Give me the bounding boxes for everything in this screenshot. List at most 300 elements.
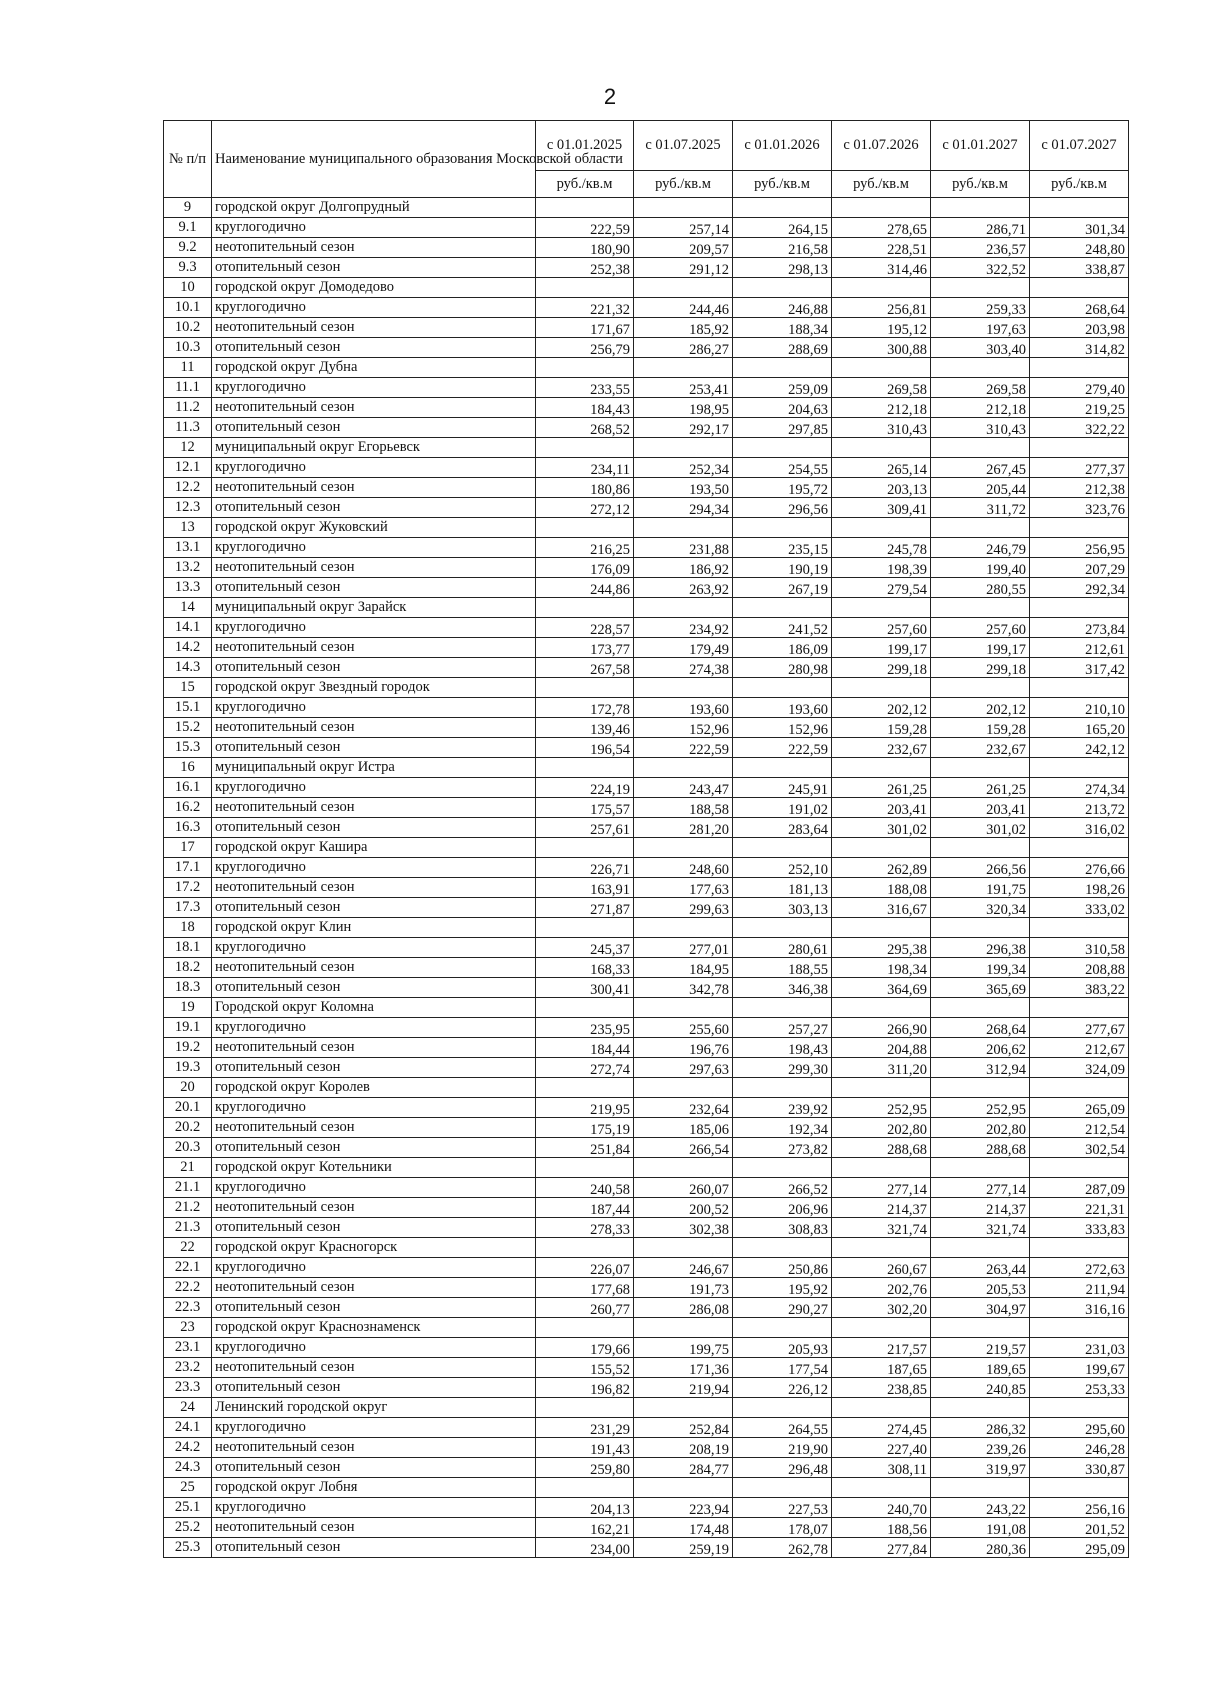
tariff-value: 248,80 xyxy=(1030,238,1129,258)
tariff-value xyxy=(832,918,931,938)
tariff-value: 253,41 xyxy=(634,378,733,398)
tariff-value: 252,84 xyxy=(634,1418,733,1438)
row-number: 16.1 xyxy=(164,778,212,798)
row-season: отопительный сезон xyxy=(212,1138,536,1158)
tariff-value: 241,52 xyxy=(733,618,832,638)
tariff-value: 277,14 xyxy=(832,1178,931,1198)
row-number: 11.1 xyxy=(164,378,212,398)
tariff-value: 219,25 xyxy=(1030,398,1129,418)
table-row xyxy=(164,358,1129,378)
tariff-value: 268,64 xyxy=(931,1018,1030,1038)
table-row xyxy=(164,1498,1129,1518)
tariff-value xyxy=(1030,998,1129,1018)
tariff-value: 259,33 xyxy=(931,298,1030,318)
tariff-value: 259,80 xyxy=(536,1458,634,1478)
table-row xyxy=(164,1358,1129,1378)
tariff-value: 283,64 xyxy=(733,818,832,838)
row-number: 11.2 xyxy=(164,398,212,418)
row-municipality: городской округ Котельники xyxy=(212,1158,536,1178)
row-number: 20.3 xyxy=(164,1138,212,1158)
tariff-value: 200,52 xyxy=(634,1198,733,1218)
row-number: 21 xyxy=(164,1158,212,1178)
tariff-value xyxy=(931,998,1030,1018)
tariff-value: 202,80 xyxy=(931,1118,1030,1138)
tariff-value: 274,45 xyxy=(832,1418,931,1438)
header-date: с 01.01.2025 xyxy=(536,121,634,171)
table-row xyxy=(164,1418,1129,1438)
table-row xyxy=(164,1158,1129,1178)
table-row xyxy=(164,1478,1129,1498)
table-row xyxy=(164,518,1129,538)
tariff-value: 310,58 xyxy=(1030,938,1129,958)
tariff-value: 188,55 xyxy=(733,958,832,978)
tariff-value xyxy=(733,278,832,298)
tariff-value: 198,39 xyxy=(832,558,931,578)
row-municipality: городской округ Краснознаменск xyxy=(212,1318,536,1338)
row-number: 13.3 xyxy=(164,578,212,598)
tariff-value xyxy=(832,1078,931,1098)
tariff-value: 316,67 xyxy=(832,898,931,918)
table-row xyxy=(164,738,1129,758)
row-season: отопительный сезон xyxy=(212,818,536,838)
tariff-value xyxy=(832,278,931,298)
tariff-value: 212,67 xyxy=(1030,1038,1129,1058)
row-municipality: городской округ Жуковский xyxy=(212,518,536,538)
tariff-value: 203,41 xyxy=(931,798,1030,818)
tariff-value: 235,15 xyxy=(733,538,832,558)
table-row xyxy=(164,1118,1129,1138)
tariff-value xyxy=(1030,678,1129,698)
row-number: 17 xyxy=(164,838,212,858)
tariff-value xyxy=(634,1318,733,1338)
tariff-value: 204,13 xyxy=(536,1498,634,1518)
table-row xyxy=(164,298,1129,318)
tariff-value: 265,09 xyxy=(1030,1098,1129,1118)
table-row xyxy=(164,1438,1129,1458)
tariff-value xyxy=(931,838,1030,858)
row-municipality: муниципальный округ Зарайск xyxy=(212,598,536,618)
row-municipality: муниципальный округ Истра xyxy=(212,758,536,778)
tariff-value xyxy=(536,678,634,698)
table-row xyxy=(164,258,1129,278)
tariff-value xyxy=(733,438,832,458)
tariff-value: 178,07 xyxy=(733,1518,832,1538)
table-row xyxy=(164,278,1129,298)
tariff-value: 260,07 xyxy=(634,1178,733,1198)
table-row xyxy=(164,1218,1129,1238)
tariff-value: 257,60 xyxy=(931,618,1030,638)
tariff-value: 234,92 xyxy=(634,618,733,638)
table-row xyxy=(164,758,1129,778)
row-number: 23.1 xyxy=(164,1338,212,1358)
tariff-value xyxy=(536,1478,634,1498)
tariff-value: 286,32 xyxy=(931,1418,1030,1438)
tariff-value: 316,02 xyxy=(1030,818,1129,838)
header-date: с 01.07.2025 xyxy=(634,121,733,171)
tariff-value: 246,28 xyxy=(1030,1438,1129,1458)
tariff-value xyxy=(1030,358,1129,378)
table-row xyxy=(164,658,1129,678)
header-date: с 01.01.2026 xyxy=(733,121,832,171)
row-number: 9 xyxy=(164,198,212,218)
tariff-value: 196,54 xyxy=(536,738,634,758)
tariff-value: 294,34 xyxy=(634,498,733,518)
page-number: 2 xyxy=(603,84,617,109)
tariff-value xyxy=(733,838,832,858)
tariff-value: 205,93 xyxy=(733,1338,832,1358)
tariff-value: 173,77 xyxy=(536,638,634,658)
tariff-value: 302,38 xyxy=(634,1218,733,1238)
tariff-value xyxy=(634,1078,733,1098)
tariff-value xyxy=(536,918,634,938)
tariff-value: 262,78 xyxy=(733,1538,832,1558)
row-number: 25.1 xyxy=(164,1498,212,1518)
row-number: 22.2 xyxy=(164,1278,212,1298)
row-number: 19 xyxy=(164,998,212,1018)
tariff-value: 232,64 xyxy=(634,1098,733,1118)
row-municipality: городской округ Звездный городок xyxy=(212,678,536,698)
tariff-value: 330,87 xyxy=(1030,1458,1129,1478)
tariff-value: 310,43 xyxy=(832,418,931,438)
tariff-value xyxy=(1030,198,1129,218)
row-season: круглогодично xyxy=(212,778,536,798)
row-season: отопительный сезон xyxy=(212,498,536,518)
row-number: 13 xyxy=(164,518,212,538)
row-season: неотопительный сезон xyxy=(212,1358,536,1378)
row-season: неотопительный сезон xyxy=(212,318,536,338)
tariff-value: 288,68 xyxy=(931,1138,1030,1158)
tariff-value: 316,16 xyxy=(1030,1298,1129,1318)
tariff-value: 202,80 xyxy=(832,1118,931,1138)
tariff-value: 272,12 xyxy=(536,498,634,518)
tariff-value: 303,13 xyxy=(733,898,832,918)
tariff-value: 186,92 xyxy=(634,558,733,578)
table-body xyxy=(164,198,1129,1558)
row-number: 19.2 xyxy=(164,1038,212,1058)
tariff-value xyxy=(1030,1238,1129,1258)
tariff-value: 277,67 xyxy=(1030,1018,1129,1038)
tariff-value xyxy=(536,598,634,618)
table-row xyxy=(164,1378,1129,1398)
tariff-value xyxy=(536,1398,634,1418)
tariff-value: 226,71 xyxy=(536,858,634,878)
tariff-value xyxy=(536,438,634,458)
tariff-value: 295,38 xyxy=(832,938,931,958)
tariff-value: 308,83 xyxy=(733,1218,832,1238)
tariff-value xyxy=(634,518,733,538)
tariff-value xyxy=(536,1318,634,1338)
tariff-value: 198,34 xyxy=(832,958,931,978)
tariff-value xyxy=(931,438,1030,458)
tariff-value: 196,76 xyxy=(634,1038,733,1058)
row-number: 18.1 xyxy=(164,938,212,958)
row-number: 19.1 xyxy=(164,1018,212,1038)
table-row xyxy=(164,698,1129,718)
tariff-value: 279,40 xyxy=(1030,378,1129,398)
table-row xyxy=(164,678,1129,698)
row-municipality: городской округ Домодедово xyxy=(212,278,536,298)
tariff-value xyxy=(931,1318,1030,1338)
table-row xyxy=(164,1258,1129,1278)
table-row xyxy=(164,778,1129,798)
table-row xyxy=(164,1298,1129,1318)
tariff-value xyxy=(733,1238,832,1258)
tariff-value: 364,69 xyxy=(832,978,931,998)
tariff-value: 322,52 xyxy=(931,258,1030,278)
tariff-value: 212,54 xyxy=(1030,1118,1129,1138)
tariff-value: 234,00 xyxy=(536,1538,634,1558)
tariff-value: 301,02 xyxy=(931,818,1030,838)
table-row xyxy=(164,858,1129,878)
tariff-value: 302,20 xyxy=(832,1298,931,1318)
tariff-value: 233,55 xyxy=(536,378,634,398)
row-season: неотопительный сезон xyxy=(212,1278,536,1298)
row-season: неотопительный сезон xyxy=(212,798,536,818)
table-row xyxy=(164,1058,1129,1078)
table-row xyxy=(164,818,1129,838)
table-row xyxy=(164,1078,1129,1098)
tariff-value: 197,63 xyxy=(931,318,1030,338)
tariff-value: 317,42 xyxy=(1030,658,1129,678)
row-season: круглогодично xyxy=(212,538,536,558)
row-number: 25.2 xyxy=(164,1518,212,1538)
tariff-value: 188,56 xyxy=(832,1518,931,1538)
tariff-value: 310,43 xyxy=(931,418,1030,438)
tariff-value: 139,46 xyxy=(536,718,634,738)
table-row xyxy=(164,1198,1129,1218)
tariff-value: 254,55 xyxy=(733,458,832,478)
row-season: неотопительный сезон xyxy=(212,1518,536,1538)
header-date: с 01.07.2026 xyxy=(832,121,931,171)
tariff-value: 208,88 xyxy=(1030,958,1129,978)
row-season: круглогодично xyxy=(212,458,536,478)
tariff-value: 199,17 xyxy=(832,638,931,658)
tariff-value: 311,72 xyxy=(931,498,1030,518)
header-date: с 01.07.2027 xyxy=(1030,121,1129,171)
row-season: круглогодично xyxy=(212,1338,536,1358)
tariff-value: 300,41 xyxy=(536,978,634,998)
row-number: 24 xyxy=(164,1398,212,1418)
row-number: 10.1 xyxy=(164,298,212,318)
row-season: неотопительный сезон xyxy=(212,1118,536,1138)
tariff-value: 269,58 xyxy=(832,378,931,398)
tariff-value: 203,41 xyxy=(832,798,931,818)
tariff-value: 163,91 xyxy=(536,878,634,898)
tariff-value: 177,68 xyxy=(536,1278,634,1298)
tariff-value: 152,96 xyxy=(634,718,733,738)
tariff-value: 290,27 xyxy=(733,1298,832,1318)
tariff-value: 221,32 xyxy=(536,298,634,318)
tariff-value: 297,63 xyxy=(634,1058,733,1078)
tariff-value: 168,33 xyxy=(536,958,634,978)
tariff-value: 245,78 xyxy=(832,538,931,558)
tariff-value: 261,25 xyxy=(931,778,1030,798)
row-season: круглогодично xyxy=(212,1018,536,1038)
tariff-value: 234,11 xyxy=(536,458,634,478)
table-row xyxy=(164,1338,1129,1358)
tariff-value: 205,53 xyxy=(931,1278,1030,1298)
tariff-value: 259,09 xyxy=(733,378,832,398)
tariff-value xyxy=(634,758,733,778)
tariff-value: 199,67 xyxy=(1030,1358,1129,1378)
tariff-value: 259,19 xyxy=(634,1538,733,1558)
tariff-value: 184,43 xyxy=(536,398,634,418)
tariff-value xyxy=(832,1318,931,1338)
tariff-value: 240,58 xyxy=(536,1178,634,1198)
tariff-value: 297,85 xyxy=(733,418,832,438)
table-row xyxy=(164,1238,1129,1258)
tariff-value: 257,27 xyxy=(733,1018,832,1038)
table-row xyxy=(164,1318,1129,1338)
tariff-value: 209,57 xyxy=(634,238,733,258)
tariff-value: 219,94 xyxy=(634,1378,733,1398)
row-season: круглогодично xyxy=(212,858,536,878)
row-number: 12.3 xyxy=(164,498,212,518)
tariff-value: 266,54 xyxy=(634,1138,733,1158)
row-number: 12.2 xyxy=(164,478,212,498)
tariff-value xyxy=(1030,598,1129,618)
tariff-value: 256,16 xyxy=(1030,1498,1129,1518)
row-number: 15.2 xyxy=(164,718,212,738)
tariff-value: 260,77 xyxy=(536,1298,634,1318)
tariff-value: 195,72 xyxy=(733,478,832,498)
tariff-value: 222,59 xyxy=(733,738,832,758)
tariff-value: 216,25 xyxy=(536,538,634,558)
row-season: отопительный сезон xyxy=(212,1378,536,1398)
tariff-value: 252,95 xyxy=(832,1098,931,1118)
row-season: отопительный сезон xyxy=(212,738,536,758)
tariff-value xyxy=(536,278,634,298)
row-number: 14.3 xyxy=(164,658,212,678)
tariff-value xyxy=(1030,278,1129,298)
row-number: 22.3 xyxy=(164,1298,212,1318)
tariff-value: 231,29 xyxy=(536,1418,634,1438)
tariff-value xyxy=(634,278,733,298)
tariff-value: 195,92 xyxy=(733,1278,832,1298)
tariff-value xyxy=(931,518,1030,538)
tariff-value: 240,85 xyxy=(931,1378,1030,1398)
tariff-value xyxy=(931,278,1030,298)
tariff-value xyxy=(634,998,733,1018)
row-municipality: муниципальный округ Егорьевск xyxy=(212,438,536,458)
row-number: 19.3 xyxy=(164,1058,212,1078)
header-unit: руб./кв.м xyxy=(536,170,634,197)
tariff-value: 175,57 xyxy=(536,798,634,818)
header-name: Наименование муниципального образования Московской области xyxy=(212,121,536,198)
tariff-value: 280,55 xyxy=(931,578,1030,598)
row-number: 9.2 xyxy=(164,238,212,258)
tariff-value: 284,77 xyxy=(634,1458,733,1478)
tariff-value: 222,59 xyxy=(634,738,733,758)
tariff-value: 323,76 xyxy=(1030,498,1129,518)
tariff-value xyxy=(536,198,634,218)
row-number: 18 xyxy=(164,918,212,938)
tariff-value xyxy=(536,838,634,858)
tariff-value xyxy=(536,1078,634,1098)
tariff-value: 245,37 xyxy=(536,938,634,958)
tariff-value: 198,26 xyxy=(1030,878,1129,898)
tariff-value: 277,37 xyxy=(1030,458,1129,478)
table-row xyxy=(164,378,1129,398)
tariff-value: 274,34 xyxy=(1030,778,1129,798)
tariff-value xyxy=(733,758,832,778)
tariff-value: 188,34 xyxy=(733,318,832,338)
row-number: 10 xyxy=(164,278,212,298)
tariff-value: 195,12 xyxy=(832,318,931,338)
tariff-value xyxy=(931,758,1030,778)
tariff-value: 165,20 xyxy=(1030,718,1129,738)
tariff-value: 263,44 xyxy=(931,1258,1030,1278)
tariff-value: 190,19 xyxy=(733,558,832,578)
tariff-value: 296,56 xyxy=(733,498,832,518)
tariff-value: 196,82 xyxy=(536,1378,634,1398)
tariff-value: 342,78 xyxy=(634,978,733,998)
tariff-value: 226,12 xyxy=(733,1378,832,1398)
tariff-value: 267,19 xyxy=(733,578,832,598)
tariff-value xyxy=(931,678,1030,698)
table-row xyxy=(164,618,1129,638)
row-number: 17.1 xyxy=(164,858,212,878)
tariff-value: 216,58 xyxy=(733,238,832,258)
row-season: круглогодично xyxy=(212,378,536,398)
tariff-value: 244,86 xyxy=(536,578,634,598)
tariff-value: 184,44 xyxy=(536,1038,634,1058)
tariff-value: 246,67 xyxy=(634,1258,733,1278)
row-season: отопительный сезон xyxy=(212,1298,536,1318)
tariff-value: 248,60 xyxy=(634,858,733,878)
tariff-value: 203,13 xyxy=(832,478,931,498)
tariff-value: 231,88 xyxy=(634,538,733,558)
tariff-value: 231,03 xyxy=(1030,1338,1129,1358)
tariff-value: 244,46 xyxy=(634,298,733,318)
tariff-value: 296,38 xyxy=(931,938,1030,958)
tariff-value: 243,47 xyxy=(634,778,733,798)
row-municipality: Ленинский городской округ xyxy=(212,1398,536,1418)
tariff-value: 288,69 xyxy=(733,338,832,358)
row-number: 11 xyxy=(164,358,212,378)
row-number: 9.3 xyxy=(164,258,212,278)
tariff-value: 264,15 xyxy=(733,218,832,238)
table-row xyxy=(164,798,1129,818)
tariff-value: 212,38 xyxy=(1030,478,1129,498)
table-row xyxy=(164,838,1129,858)
tariff-value xyxy=(536,518,634,538)
tariff-value: 263,92 xyxy=(634,578,733,598)
row-season: неотопительный сезон xyxy=(212,718,536,738)
tariff-value: 221,31 xyxy=(1030,1198,1129,1218)
table-row xyxy=(164,1278,1129,1298)
tariff-value xyxy=(832,198,931,218)
tariff-value: 187,44 xyxy=(536,1198,634,1218)
tariff-value: 171,36 xyxy=(634,1358,733,1378)
table-row xyxy=(164,898,1129,918)
tariff-value xyxy=(634,438,733,458)
tariff-value: 299,30 xyxy=(733,1058,832,1078)
tariff-value xyxy=(832,518,931,538)
tariff-value: 333,02 xyxy=(1030,898,1129,918)
tariff-value: 174,48 xyxy=(634,1518,733,1538)
tariff-value xyxy=(634,358,733,378)
tariff-value: 191,08 xyxy=(931,1518,1030,1538)
row-number: 10.3 xyxy=(164,338,212,358)
row-season: неотопительный сезон xyxy=(212,478,536,498)
tariff-value: 320,34 xyxy=(931,898,1030,918)
tariff-value: 296,48 xyxy=(733,1458,832,1478)
row-number: 24.2 xyxy=(164,1438,212,1458)
tariff-value: 257,61 xyxy=(536,818,634,838)
tariff-value: 251,84 xyxy=(536,1138,634,1158)
table-row xyxy=(164,938,1129,958)
